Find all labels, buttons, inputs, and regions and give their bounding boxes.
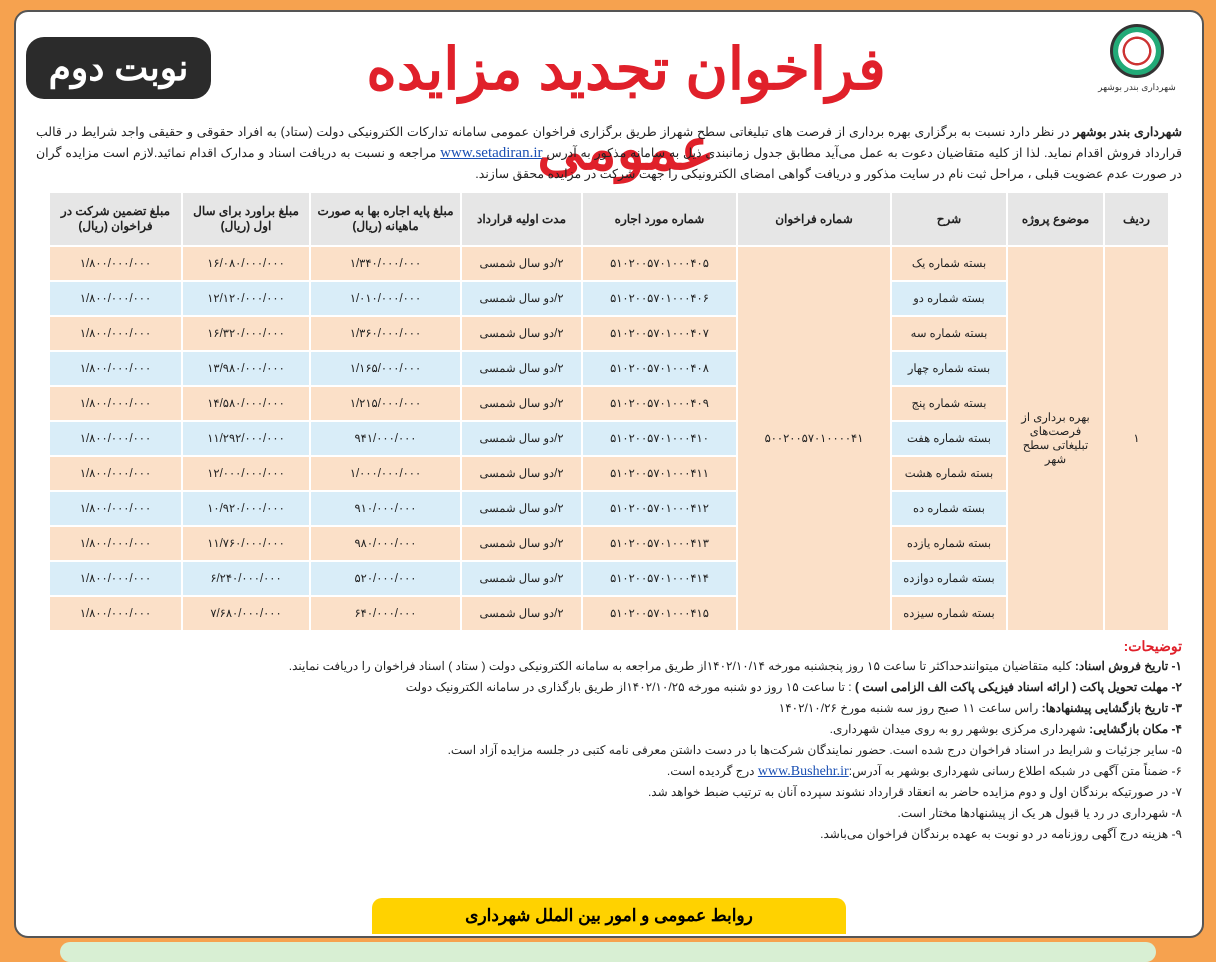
note-item (36, 761, 1182, 782)
municipality-logo (1094, 24, 1180, 114)
call-number: ۵۰۰۲۰۰۵۷۰۱۰۰۰۰۴۱ (738, 247, 890, 630)
cell-guar: ۱/۸۰۰/۰۰۰/۰۰۰ (50, 457, 181, 490)
package-description: بسته شماره دو (892, 282, 1006, 315)
column-header: مدت اولیه قرارداد (462, 193, 581, 245)
table-row (50, 562, 1168, 595)
cell-term: ۲/دو سال شمسی (462, 457, 581, 490)
cell-base: ۵۲۰/۰۰۰/۰۰۰ (311, 562, 460, 595)
note-item (36, 698, 1182, 719)
cell-item: ۵۱۰۲۰۰۵۷۰۱۰۰۰۴۰۷ (583, 317, 736, 350)
cell-guar: ۱/۸۰۰/۰۰۰/۰۰۰ (50, 247, 181, 280)
column-header: مبلغ پایه اجاره بها به صورت ماهیانه (ریال) (311, 193, 460, 245)
cell-guar: ۱/۸۰۰/۰۰۰/۰۰۰ (50, 317, 181, 350)
cell-base: ۱/۱۶۵/۰۰۰/۰۰۰ (311, 352, 460, 385)
note-item (36, 677, 1182, 698)
cell-base: ۱/۳۴۰/۰۰۰/۰۰۰ (311, 247, 460, 280)
package-description: بسته شماره سه (892, 317, 1006, 350)
intro-paragraph (36, 122, 1182, 185)
note-item (36, 803, 1182, 824)
note-text: ۶- ضمناً متن آگهی در شبکه اطلاع رسانی شهرداری بوشهر به آدرس: (848, 764, 1182, 778)
cell-term: ۲/دو سال شمسی (462, 597, 581, 630)
cell-guar: ۱/۸۰۰/۰۰۰/۰۰۰ (50, 597, 181, 630)
logo-caption: شهرداری بندر بوشهر (1098, 82, 1176, 92)
cell-item: ۵۱۰۲۰۰۵۷۰۱۰۰۰۴۰۹ (583, 387, 736, 420)
footer-banner: روابط عمومی و امور بین الملل شهرداری (372, 898, 846, 934)
note-item (36, 782, 1182, 803)
package-description: بسته شماره هفت (892, 422, 1006, 455)
emblem-icon (1110, 24, 1164, 78)
table-row (50, 597, 1168, 630)
intro-text: در نظر دارد نسبت به برگزاری بهره برداری از فرصت های تبلیغاتی سطح شهراز طریق برگزاری فراخوان عمومی سامانه تدارکات الکترونیکی دولت (ستاد) به افراد حقوقی و حقیقی واجد شرایط در قالب قرارداد فروش اقدام نماید. لذا از کلیه متقاضیان دعوت به عمل می‌آید مطابق جدول زمانبندی ذیل به سامانه مذکور به آدرس (36, 125, 1182, 160)
note-item (36, 824, 1182, 845)
cell-guar: ۱/۸۰۰/۰۰۰/۰۰۰ (50, 352, 181, 385)
note-item (36, 656, 1182, 677)
cell-term: ۲/دو سال شمسی (462, 387, 581, 420)
cell-item: ۵۱۰۲۰۰۵۷۰۱۰۰۰۴۱۰ (583, 422, 736, 455)
cell-term: ۲/دو سال شمسی (462, 527, 581, 560)
cell-term: ۲/دو سال شمسی (462, 422, 581, 455)
table-row (50, 422, 1168, 455)
note-text: شهرداری مرکزی بوشهر رو به روی میدان شهرداری. (829, 722, 1086, 736)
header-row (50, 193, 1168, 245)
cell-item: ۵۱۰۲۰۰۵۷۰۱۰۰۰۴۱۵ (583, 597, 736, 630)
cell-guar: ۱/۸۰۰/۰۰۰/۰۰۰ (50, 387, 181, 420)
note-text: : تا ساعت ۱۵ روز دو شنبه مورخه ۱۴۰۲/۱۰/۲۵از طریق بارگذاری در سامانه الکترونیک دولت (405, 680, 852, 694)
column-header: شماره مورد اجاره (583, 193, 736, 245)
cell-item: ۵۱۰۲۰۰۵۷۰۱۰۰۰۴۰۵ (583, 247, 736, 280)
package-description: بسته شماره یازده (892, 527, 1006, 560)
note-item (36, 740, 1182, 761)
cell-item: ۵۱۰۲۰۰۵۷۰۱۰۰۰۴۱۲ (583, 492, 736, 525)
cell-est: ۱۲/۰۰۰/۰۰۰/۰۰۰ (183, 457, 309, 490)
table-row (50, 317, 1168, 350)
note-label: ۲- مهلت تحویل پاکت ( ارائه اسناد فیزیکی پاکت الف الزامی است ) (851, 680, 1182, 694)
note-text: ۸- شهرداری در رد یا قبول هر یک از پیشنهادها مختار است. (897, 806, 1182, 820)
package-description: بسته شماره پنج (892, 387, 1006, 420)
row-number: ۱ (1105, 247, 1168, 630)
note-text: ۹- هزینه درج آگهی روزنامه در دو نوبت به عهده برندگان فراخوان می‌باشد. (820, 827, 1182, 841)
cell-est: ۱۳/۹۸۰/۰۰۰/۰۰۰ (183, 352, 309, 385)
cell-term: ۲/دو سال شمسی (462, 562, 581, 595)
table-row (50, 282, 1168, 315)
cell-base: ۱/۳۶۰/۰۰۰/۰۰۰ (311, 317, 460, 350)
note-text: ۵- سایر جزئیات و شرایط در اسناد فراخوان درج شده است. حضور نمایندگان شرکت‌ها با در دست داشتن معرفی نامه کتبی در جلسه مزایده آزاد است. (447, 743, 1182, 757)
note-label: ۴- مکان بازگشایی: (1085, 722, 1182, 736)
table-row (50, 247, 1168, 280)
cell-guar: ۱/۸۰۰/۰۰۰/۰۰۰ (50, 492, 181, 525)
cell-est: ۱۶/۳۲۰/۰۰۰/۰۰۰ (183, 317, 309, 350)
cell-guar: ۱/۸۰۰/۰۰۰/۰۰۰ (50, 422, 181, 455)
package-description: بسته شماره سیزده (892, 597, 1006, 630)
column-header: شرح (892, 193, 1006, 245)
cell-est: ۱۰/۹۲۰/۰۰۰/۰۰۰ (183, 492, 309, 525)
package-description: بسته شماره یک (892, 247, 1006, 280)
note-text: ۷- در صورتیکه برندگان اول و دوم مزایده حاضر به انعقاد قرارداد نشوند سپرده آنان به ترتیب ضبط خواهد شد. (647, 785, 1182, 799)
notes-heading: توضیحات: (1123, 638, 1182, 654)
cell-item: ۵۱۰۲۰۰۵۷۰۱۰۰۰۴۱۱ (583, 457, 736, 490)
cell-term: ۲/دو سال شمسی (462, 492, 581, 525)
cell-est: ۱۲/۱۲۰/۰۰۰/۰۰۰ (183, 282, 309, 315)
cell-item: ۵۱۰۲۰۰۵۷۰۱۰۰۰۴۰۶ (583, 282, 736, 315)
cell-guar: ۱/۸۰۰/۰۰۰/۰۰۰ (50, 562, 181, 595)
cell-base: ۶۴۰/۰۰۰/۰۰۰ (311, 597, 460, 630)
bushehr-link[interactable]: www.Bushehr.ir (757, 764, 849, 779)
table-row (50, 492, 1168, 525)
column-header: ردیف (1105, 193, 1168, 245)
column-header: شماره فراخوان (738, 193, 890, 245)
content-flow (36, 122, 1182, 888)
table-row (50, 352, 1168, 385)
cell-term: ۲/دو سال شمسی (462, 282, 581, 315)
project-subject: بهره برداری از فرصت‌های تبلیغاتی سطح شهر (1008, 247, 1103, 630)
package-description: بسته شماره ده (892, 492, 1006, 525)
cell-est: ۶/۲۴۰/۰۰۰/۰۰۰ (183, 562, 309, 595)
column-header: موضوع پروژه (1008, 193, 1103, 245)
cell-base: ۱/۰۱۰/۰۰۰/۰۰۰ (311, 282, 460, 315)
cell-term: ۲/دو سال شمسی (462, 317, 581, 350)
page-title: فراخوان تجدید مزایده عمومی (366, 37, 886, 182)
cell-base: ۱/۰۰۰/۰۰۰/۰۰۰ (311, 457, 460, 490)
notes-section (36, 636, 1182, 845)
turn-badge: نوبت دوم (26, 37, 211, 99)
cell-est: ۱۴/۵۸۰/۰۰۰/۰۰۰ (183, 387, 309, 420)
table-row (50, 457, 1168, 490)
note-label: ۳- تاریخ بازگشایی پیشنهادها: (1038, 701, 1182, 715)
cell-term: ۲/دو سال شمسی (462, 352, 581, 385)
cell-base: ۹۴۱/۰۰۰/۰۰۰ (311, 422, 460, 455)
org-name: شهرداری بندر بوشهر (1073, 125, 1182, 139)
note-text: درج گردیده است. (666, 764, 758, 778)
bottom-strip (60, 942, 1156, 962)
note-label: ۱- تاریخ فروش اسناد: (1071, 659, 1182, 673)
cell-est: ۱۶/۰۸۰/۰۰۰/۰۰۰ (183, 247, 309, 280)
table-row (50, 387, 1168, 420)
cell-item: ۵۱۰۲۰۰۵۷۰۱۰۰۰۴۱۳ (583, 527, 736, 560)
column-header: مبلغ براورد برای سال اول (ریال) (183, 193, 309, 245)
column-header: مبلغ تضمین شرکت در فراخوان (ریال) (50, 193, 181, 245)
cell-item: ۵۱۰۲۰۰۵۷۰۱۰۰۰۴۱۴ (583, 562, 736, 595)
cell-est: ۱۱/۲۹۲/۰۰۰/۰۰۰ (183, 422, 309, 455)
note-item (36, 719, 1182, 740)
cell-term: ۲/دو سال شمسی (462, 247, 581, 280)
cell-guar: ۱/۸۰۰/۰۰۰/۰۰۰ (50, 282, 181, 315)
note-text: راس ساعت ۱۱ صبح روز سه شنبه مورخ ۱۴۰۲/۱۰/۲۶ (778, 701, 1039, 715)
cell-est: ۷/۶۸۰/۰۰۰/۰۰۰ (183, 597, 309, 630)
cell-base: ۹۸۰/۰۰۰/۰۰۰ (311, 527, 460, 560)
cell-guar: ۱/۸۰۰/۰۰۰/۰۰۰ (50, 527, 181, 560)
package-description: بسته شماره هشت (892, 457, 1006, 490)
intro-text-2: مراجعه و نسبت به دریافت اسناد و مدارک اقدام نمائید.لازم است مزایده گران در صورت عدم عضویت قبلی ، مراحل ثبت نام در سایت مذکور و دریافت گواهی امضای الکترونیکی را جهت شرکت در مزایده محقق سازند. (36, 146, 1182, 181)
table-row (50, 527, 1168, 560)
cell-base: ۹۱۰/۰۰۰/۰۰۰ (311, 492, 460, 525)
cell-item: ۵۱۰۲۰۰۵۷۰۱۰۰۰۴۰۸ (583, 352, 736, 385)
package-description: بسته شماره چهار (892, 352, 1006, 385)
package-description: بسته شماره دوازده (892, 562, 1006, 595)
note-text: کلیه متقاضیان میتوانندحداکثر تا ساعت ۱۵ روز پنجشنبه مورخه ۱۴۰۲/۱۰/۱۴از طریق مراجعه به سامانه الکترونیکی دولت ( ستاد ) اسناد فراخوان را دریافت نمایند. (288, 659, 1072, 673)
cell-est: ۱۱/۷۶۰/۰۰۰/۰۰۰ (183, 527, 309, 560)
auction-table (48, 191, 1170, 632)
setadiran-link[interactable]: www.setadiran.ir (440, 145, 543, 161)
notice-card (14, 10, 1204, 938)
cell-base: ۱/۲۱۵/۰۰۰/۰۰۰ (311, 387, 460, 420)
